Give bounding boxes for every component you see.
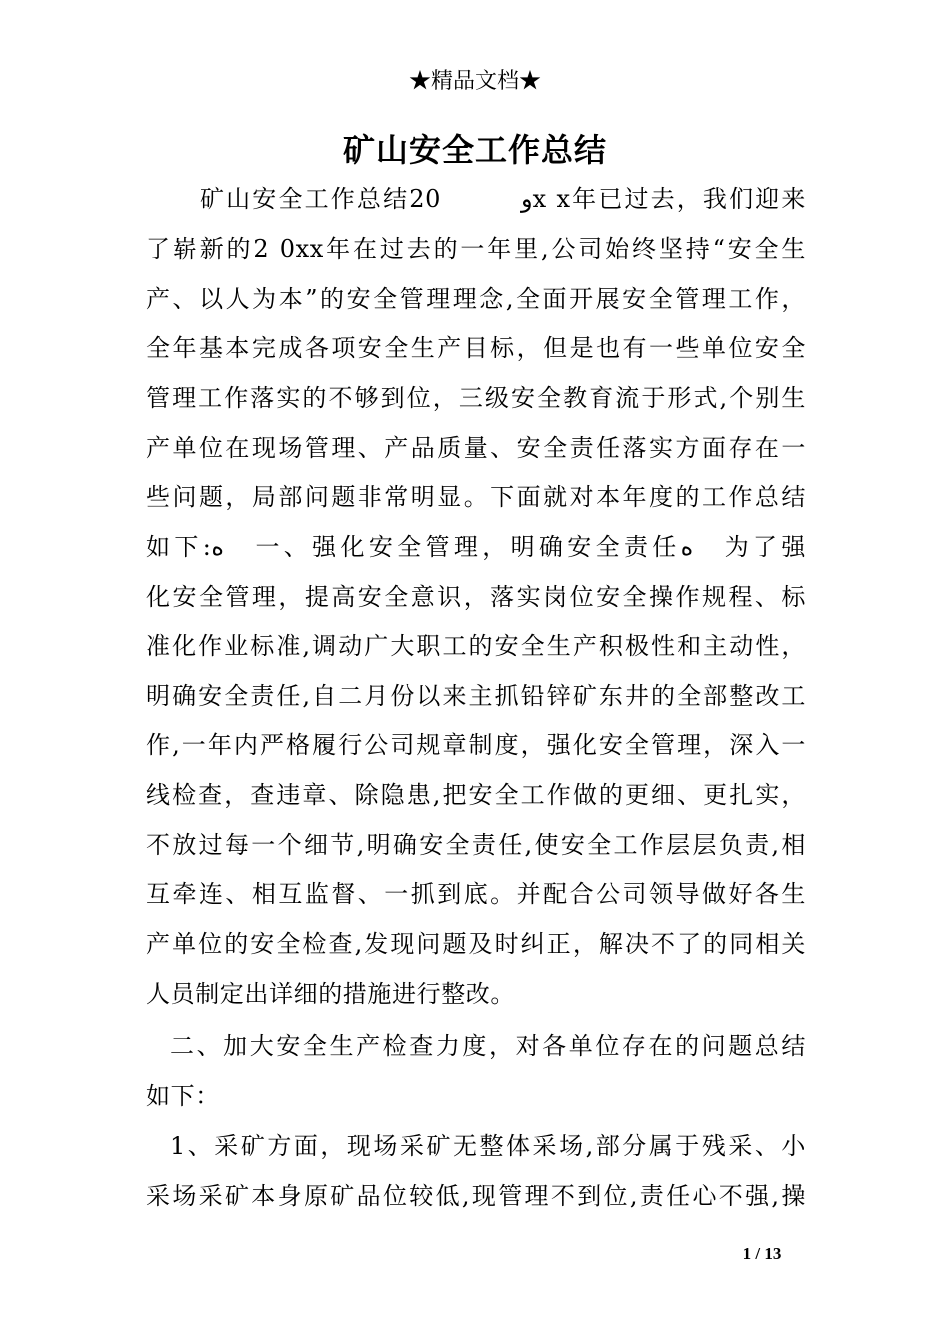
body-line: 如下:ﻩ 一、强化安全管理，明确安全责任ﻩ 为了强 xyxy=(146,533,806,561)
body-line: 不放过每一个细节,明确安全责任,使安全工作层层负责,相 xyxy=(146,831,806,859)
body-line: 化安全管理，提高安全意识，落实岗位安全操作规程、标 xyxy=(146,583,806,611)
page-number: 1 / 13 xyxy=(742,1244,782,1263)
body-line: 采场采矿本身原矿品位较低,现管理不到位,责任心不强,操 xyxy=(146,1182,806,1210)
body-line: 线检查，查违章、除隐患,把安全工作做的更细、更扎实， xyxy=(146,781,806,809)
body-line: 产、以人为本”的安全管理理念,全面开展安全管理工作， xyxy=(146,285,806,313)
body-line: 准化作业标准,调动广大职工的安全生产积极性和主动性， xyxy=(146,632,806,660)
document-title: 矿山安全工作总结 xyxy=(342,131,607,169)
body-line: 矿山安全工作总结20 ﻭx x年已过去，我们迎来 xyxy=(200,185,806,213)
body-line: 管理工作落实的不够到位，三级安全教育流于形式,个别生 xyxy=(146,384,806,412)
body-line: 二、加大安全生产检查力度，对各单位存在的问题总结 xyxy=(170,1032,806,1060)
body-line: 人员制定出详细的措施进行整改。 xyxy=(146,980,515,1008)
body-line: 产单位在现场管理、产品质量、安全责任落实方面存在一 xyxy=(146,434,806,462)
body-line: 明确安全责任,自二月份以来主抓铅锌矿东井的全部整改工 xyxy=(146,682,806,710)
document-header-label: ★精品文档★ xyxy=(408,69,541,94)
body-line: 互牵连、相互监督、一抓到底。并配合公司领导做好各生 xyxy=(146,880,806,908)
body-line: 作,一年内严格履行公司规章制度，强化安全管理，深入一 xyxy=(146,731,806,759)
body-line: 1、采矿方面，现场采矿无整体采场,部分属于残采、小 xyxy=(170,1132,806,1160)
body-line: 产单位的安全检查,发现问题及时纠正，解决不了的同相关 xyxy=(146,930,806,958)
body-line: 了崭新的2 0xx年在过去的一年里,公司始终坚持“安全生 xyxy=(146,235,806,263)
body-line: 如下： xyxy=(146,1082,220,1110)
body-line: 全年基本完成各项安全生产目标，但是也有一些单位安全 xyxy=(146,334,806,362)
body-line: 些问题，局部问题非常明显。下面就对本年度的工作总结 xyxy=(146,483,806,511)
